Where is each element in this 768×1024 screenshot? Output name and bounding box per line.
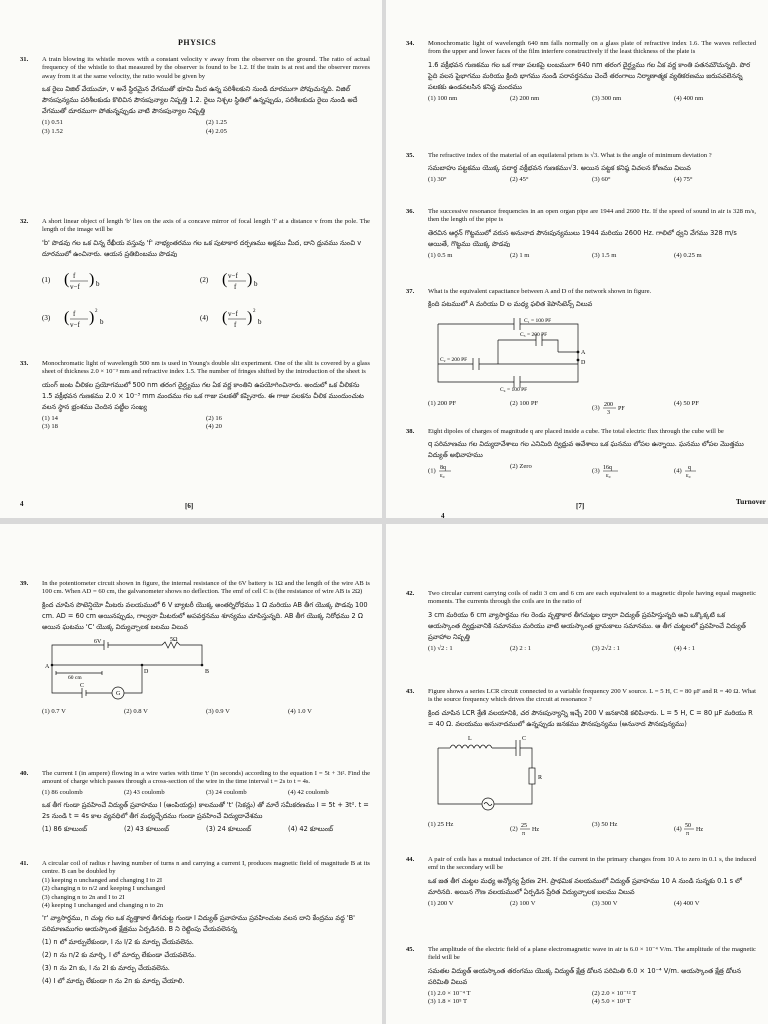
length-label: 60 cm xyxy=(68,674,82,681)
question-number: 43. xyxy=(406,688,415,695)
svg-text:ε₀: ε₀ xyxy=(606,473,611,480)
question-text-en: The current I (in ampere) flowing in a wire varies with time 't' (in seconds) according to the equation I = 5t + 3t². Find the amount of charge which passes through a cross-section of the wire in the time interval t = 2s to t = 4s. xyxy=(42,770,370,786)
option-3: (3) 1.52 xyxy=(42,127,63,135)
page-index: [6] xyxy=(185,502,194,510)
option-3: (3) 300 V xyxy=(592,899,618,907)
question-44 xyxy=(406,856,756,908)
options xyxy=(42,708,370,716)
page-number: 4 xyxy=(441,512,445,518)
question-text-te: క్రింద చూపిన LCR శ్రేణి వలయానికి, చర పౌనఃపున్యాన్ని ఇచ్చే 200 V జనకానికి కలిపినారు. L = 5 H, C = 80 μF మరియు R = 40 Ω. వలయము అనునాదములో ఉన్నప్పుడు జనకము పౌనఃపున్యము (అనునాద పౌనఃపున్యము) xyxy=(428,708,753,728)
options xyxy=(428,463,756,479)
svg-text:3: 3 xyxy=(607,409,611,416)
option-3: (3) 50 Hz xyxy=(592,821,618,829)
option-1: (1) 86 coulomb xyxy=(42,788,83,796)
question-number: 34. xyxy=(406,40,415,47)
option-4: (4) 42 coulomb xyxy=(288,788,329,796)
option-4: (4) 400 V xyxy=(674,899,700,907)
inductor-label: L xyxy=(468,735,472,742)
page-number: 4 xyxy=(20,500,24,508)
question-text-en: A train blowing its whistle moves with a constant velocity v away from the observer on the ground. The ratio of actual frequency of the whistle to that measured by the observer is found to be 1.2. If the train is at rest and the observer moves away from it at the same velocity, the ratio would be given by xyxy=(42,56,370,80)
fraction-num: v−f xyxy=(228,271,238,280)
options-formulas xyxy=(42,260,362,336)
question-text-te: 3 cm మరియు 6 cm వ్యాసార్థము గల రెండు వృత్తాకార తీగచుట్టల ద్వారా విద్యుత్ ప్రవహిస్తున్నది అవి ఒక్కొక్కటి ఒక అయస్కాంత ద్విధ్రువానికి సమానము మరియు వాటి అయస్కాంత భ్రామకాలు సమానము. ఆ తీగ చుట్టలలో ప్రవహించే విద్యుత్ ప్రవాహాల నిష్పత్తి xyxy=(428,610,746,641)
turnover-label: Turnover xyxy=(735,497,766,506)
question-number: 33. xyxy=(20,360,29,367)
cell-c-label: C xyxy=(80,682,85,689)
page-7 xyxy=(386,0,768,518)
svg-text:8q: 8q xyxy=(440,465,447,472)
question-43 xyxy=(406,688,756,837)
c1-label: C₁ = 100 PF xyxy=(524,318,552,325)
question-40 xyxy=(20,770,370,835)
paren-close: ) xyxy=(247,270,253,288)
option-2-te: (2) n ను n/2 కు మార్చి, I లో మార్పు లేకుండా చేయవలెను. xyxy=(42,951,197,960)
node-b-label: B xyxy=(205,668,210,675)
option-2: (2) 2 : 1 xyxy=(510,644,532,652)
sub-option-4: (4) keeping I unchanged and changing n to 2n xyxy=(42,902,164,910)
page-heading: PHYSICS xyxy=(178,38,217,47)
options xyxy=(428,645,756,653)
option-3-te: (3) 24 కూలుంబ్ xyxy=(206,825,252,834)
svg-text:200: 200 xyxy=(604,401,614,408)
page-6 xyxy=(0,0,382,518)
option-2: (2) xyxy=(200,275,209,284)
option-1: (1) √2 : 1 xyxy=(428,644,453,652)
question-45 xyxy=(406,946,756,1007)
sub-option-1: (1) keeping n unchanged and changing I to 2I xyxy=(42,876,163,884)
question-35 xyxy=(406,152,756,185)
question-number: 38. xyxy=(406,428,415,435)
question-text-en: Two circular current carrying coils of radii 3 cm and 6 cm are each equivalent to a magnetic dipole having equal magnetic moments. The currents through the coils are in the ratio of xyxy=(428,590,756,606)
question-number: 45. xyxy=(406,946,415,953)
option-2: (2) Zero xyxy=(510,463,532,471)
question-42 xyxy=(406,590,756,653)
question-text-te: క్రింది పటములో A మరియు D ల మధ్య ఫలిత కెపాసిటెన్స్ విలువ xyxy=(428,300,593,309)
node-d-label: D xyxy=(581,360,586,367)
option-3: (3) 16q ε₀ xyxy=(592,463,674,479)
question-33 xyxy=(20,360,370,432)
question-32 xyxy=(20,218,370,339)
capacitor-network-diagram xyxy=(428,314,618,392)
question-39 xyxy=(20,580,370,717)
option-1: (1) 2.0 × 10⁻⁴ T xyxy=(428,989,471,997)
fraction-den: v−f xyxy=(70,320,80,329)
option-3: (3) 60° xyxy=(592,176,611,184)
question-34 xyxy=(406,40,756,103)
formula-b: b xyxy=(254,279,258,288)
formula-b: b xyxy=(96,279,100,288)
question-text-en: What is the equivalent capacitance between A and D of the network shown in figure. xyxy=(428,288,652,295)
option-4: (4) 50 PF xyxy=(674,399,699,407)
formula-b: b xyxy=(258,317,262,326)
question-number: 42. xyxy=(406,590,415,597)
question-text-te: q పరిమాణము గల విద్యుదావేశాలు గల ఎనిమిది ద్విధ్రువ ఆవేశాలు ఒక ఘనము లోపల ఉన్నాయి. ఘనము లోపల మొత్తము విద్యుత్ అభివాహము xyxy=(428,440,744,460)
sub-option-2: (2) changing n to n/2 and keeping I unchanged xyxy=(42,885,166,893)
option-2: (2) 1.25 xyxy=(206,119,227,127)
option-3: (3) 2√2 : 1 xyxy=(592,644,620,652)
question-text-en: A circular coil of radius r having number of turns n and carrying a current I, produces magnetic field of magnitude B at its centre. B can be doubled by xyxy=(42,860,370,876)
question-text-te: 'b' పొడవు గల ఒక చిన్న రేఖీయ వస్తువు 'f' నాభ్యంతరము గల ఒక పుటాకార దర్పణము అక్షము మీద, దాని ధ్రువము నుంచి v దూరములో ఉంచినారు. ఆయన ప్రతిబింబము పొడవు xyxy=(42,238,362,258)
page-index: [7] xyxy=(576,502,585,510)
paren-open: ( xyxy=(64,270,70,288)
svg-text:π: π xyxy=(522,831,526,838)
question-number: 36. xyxy=(406,208,415,215)
option-1: (1) 0.5 m xyxy=(428,251,453,259)
c2-label: C₂ = 200 PF xyxy=(440,357,468,364)
question-text-en: Eight dipoles of charges of magnitude q are placed inside a cube. The total electric flux through the cube will be xyxy=(428,428,724,435)
c4-label: C₄ = 100 PF xyxy=(500,387,528,393)
sub-option-3: (3) changing n to 2n and I to 2I xyxy=(42,893,125,901)
question-31 xyxy=(20,56,370,136)
options xyxy=(428,400,756,416)
svg-text:ε₀: ε₀ xyxy=(440,473,445,480)
question-text-te: ఒక జత తీగ చుట్టల మధ్య అన్యోన్య ప్రేరణ 2H. ప్రాథమిక వలయములో విద్యుత్ ప్రవాహము 10 A నుండి సున్నకు 0.1 s లో మారినది. అయిన గౌణ వలయములో ఏర్పడిన ప్రేరిత విద్యుచ్చాలక బలము విలువ xyxy=(428,876,742,896)
battery-label: 6V xyxy=(94,638,102,645)
option-3: (3) 24 coulomb xyxy=(206,788,247,796)
option-3-te: (3) n ను 2n కు, I ను 2I కు మార్పు చేయవలెను. xyxy=(42,964,170,973)
fraction-den: f xyxy=(234,320,237,329)
exponent-2: 2 xyxy=(253,308,256,314)
question-text-te: 'r' వ్యాసార్థము, n చుట్ల గల ఒక వృత్తాకార తీగచుట్ట గుండా I విద్యుత్ ప్రవాహము ప్రవహించుట వలన దాని కేంద్రము వద్ద 'B' పరిమాణముగల అయస్కాంత క్షేత్రము ఏర్పడినది. B ని రెట్టింపు చేయవలెనన్న xyxy=(42,914,355,934)
svg-text:16q: 16q xyxy=(603,465,613,472)
option-1-te: (1) n లో మార్పులేకుండా, I ను I/2 కు మార్పు చేయవలెను. xyxy=(42,938,194,947)
options xyxy=(42,119,370,136)
options xyxy=(428,95,756,103)
option-1: (1) 0.51 xyxy=(42,119,63,127)
question-text-en: A short linear object of length 'b' lies on the axis of a concave mirror of focal length 'f' at a distance v from the pole. The length of the image will be xyxy=(42,218,370,234)
potentiometer-circuit-diagram xyxy=(42,637,212,701)
svg-text:50: 50 xyxy=(685,823,692,830)
option-3: (3) 1.8 × 10⁵ T xyxy=(428,998,468,1006)
node-d-label: D xyxy=(144,668,149,675)
option-4: (4) 20 xyxy=(206,423,222,431)
options xyxy=(428,252,756,260)
option-4-te: (4) 42 కూలుంబ్ xyxy=(288,825,334,834)
resistor-label: R xyxy=(538,774,543,781)
fraction-200-3 xyxy=(601,400,641,416)
option-2: (2) 45° xyxy=(510,176,529,184)
option-4: (4) 0.25 m xyxy=(674,251,702,259)
svg-text:PF: PF xyxy=(618,405,626,412)
question-number: 37. xyxy=(406,288,415,295)
question-text-te: 1.6 వక్రీభవన గుణకము గల ఒక గాజు పలకపై లంబముగా 640 nm తరంగ దైర్ఘ్యము గల ఏక వర్ణ కాంతి పతనమౌచున్నది. పొర పైది వలన పైభాగము మరియు క్రింది భాగము నుండి పరావర్తనము చెందే తరంగాలు నిర్మాణాత్మక వ్యతికరణము జరుపవలెనన్న పలకకు ఉండవలసిన కనిష్ఠ మందము xyxy=(428,60,751,91)
option-4: (4) 5.0 × 10³ T xyxy=(592,998,631,1006)
question-text-te: ఒక తీగ గుండా ప్రవహించే విద్యుత్ ప్రవాహము I (ఆంపియర్లు) కాలముతో 't' (సెకన్లు) తో మారే సమీకరణము I = 5t + 3t². t = 2s నుండి t = 4s కాల వ్యవధిలో తీగ మధ్యచ్ఛేదము గుండా ప్రవహించే విద్యుదావేశము xyxy=(42,801,369,821)
options-en xyxy=(42,789,370,797)
question-number: 44. xyxy=(406,856,415,863)
paren-close: ) xyxy=(89,270,95,288)
options xyxy=(42,415,370,432)
option-1: (1) 100 nm xyxy=(428,94,458,102)
option-3: (3) 18 xyxy=(42,423,58,431)
resistor-label: 5Ω xyxy=(170,636,178,643)
option-3: (3) 200 3 PF xyxy=(592,400,674,416)
node-a-label: A xyxy=(45,663,50,670)
option-1: (1) 14 xyxy=(42,414,58,422)
question-37 xyxy=(406,288,756,416)
fraction-50-pi xyxy=(683,821,715,837)
option-1: (1) 200 V xyxy=(428,899,454,907)
question-text-te: సమబాహు పట్టకము యొక్క పదార్థ వక్రీభవన గుణకము√3. అయిన పట్టక కనిష్ఠ విచలన కోణము విలువ xyxy=(428,164,691,173)
svg-text:Hz: Hz xyxy=(696,827,704,834)
option-2: (2) 2.0 × 10⁻¹² T xyxy=(592,989,637,997)
options xyxy=(428,176,756,184)
option-4: (4) q ε₀ xyxy=(674,463,756,479)
paren-open: ( xyxy=(222,270,228,288)
paren-close: ) xyxy=(89,308,95,326)
svg-text:ε₀: ε₀ xyxy=(686,473,691,480)
question-text-te: యంగ్ జంట చీలికల ప్రయోగములో 500 nm తరంగ దైర్ఘ్యము గల ఏక వర్ణ కాంతిని ఉపయోగించినారు. అందులో ఒక చీలికను 1.5 వక్రీభవన గుణకము 2.0 × 10⁻³ mm మందము గల ఒక గాజు పలకతో కప్పినారు. ఈ గాజు పలకను చీలిక ముందుంచుట వలన స్థాన భ్రంశము చెందిన పట్టీల సంఖ్య xyxy=(42,380,364,411)
question-number: 40. xyxy=(20,770,29,777)
question-number: 41. xyxy=(20,860,29,867)
options xyxy=(428,900,756,908)
option-4: (4) 2.05 xyxy=(206,127,227,135)
fraction-16q-eps0 xyxy=(601,463,623,479)
option-4: (4) 4 : 1 xyxy=(674,644,696,652)
option-3: (3) 1.5 m xyxy=(592,251,617,259)
node-a-label: A xyxy=(581,350,586,357)
option-1: (1) 8q ε₀ xyxy=(428,463,510,479)
fraction-num: v−f xyxy=(228,309,238,318)
option-4: (4) 1.0 V xyxy=(288,708,312,716)
option-1: (1) 25 Hz xyxy=(428,821,454,829)
svg-text:q: q xyxy=(688,465,692,472)
fraction-q-eps0 xyxy=(683,463,705,479)
option-2: (2) 43 coulomb xyxy=(124,788,165,796)
option-3: (3) 300 nm xyxy=(592,94,622,102)
option-2: (2) 0.8 V xyxy=(124,708,148,716)
question-number: 39. xyxy=(20,580,29,587)
option-2: (2) 100 PF xyxy=(510,399,539,407)
paren-close: ) xyxy=(247,308,253,326)
svg-text:π: π xyxy=(686,831,690,838)
c3-label: C₃ = 200 PF xyxy=(520,332,548,339)
option-4: (4) 75° xyxy=(674,176,693,184)
question-text-en: The amplitude of the electric field of a plane electromagnetic wave in air is 6.0 × 10⁻⁴ V/m. The amplitude of the magnetic field will be xyxy=(428,946,756,962)
question-number: 32. xyxy=(20,218,29,225)
fraction-num: f xyxy=(73,271,76,280)
option-2: (2) 16 xyxy=(206,414,222,422)
question-text-en: The refractive index of the material of an equilateral prism is √3. What is the angle of minimum deviation ? xyxy=(428,152,712,159)
option-4-te: (4) I లో మార్పు లేకుండా n ను 2n కు మార్పు చేయాలి. xyxy=(42,977,185,986)
question-number: 31. xyxy=(20,56,29,63)
question-text-te: క్రింద చూపిన పొటెన్షియో మీటరు వలయములో 6 V బ్యాటరీ యొక్క అంతర్నిరోధము 1 Ω మరియు AB తీగ యొక్క పొడవు 100 cm. AD = 60 cm అయినప్పుడు, గాల్వనా మీటరులో అపవర్తనము శూన్యము చూపిస్తున్నది. AB తీగ యొక్క నిరోధము 2 Ω అయిన ఘటము 'C' యొక్క విద్యుచ్చాలక బలము విలువ xyxy=(42,600,368,631)
option-2: (2) 100 V xyxy=(510,899,536,907)
question-number: 35. xyxy=(406,152,415,159)
fraction-den: f xyxy=(234,282,237,291)
option-2-te: (2) 43 కూలుంబ్ xyxy=(124,825,170,834)
question-text-en: Monochromatic light of wavelength 500 nm is used in Young's double slit experiment. One of the slit is covered by a glass sheet of thickness 2.0 × 10⁻³ mm and refractive index 1.5. The number of fringes shifted by the introduction of the sheet is xyxy=(42,360,370,376)
fraction-8q-eps0 xyxy=(437,463,459,479)
exponent-2: 2 xyxy=(95,308,98,314)
page-8 xyxy=(0,524,382,1024)
fraction-den: v−f xyxy=(70,282,80,291)
option-4: (4) 50 π Hz xyxy=(674,821,756,837)
options xyxy=(428,990,756,1007)
question-text-te: ఒక రైలు విజిల్ వేయుచూ, v అనే స్థిరమైన వేగముతో భూమి మీద ఉన్న పరిశీలకుని నుండి దూరముగా పోవుచున్నది. విజిల్ పౌనఃపున్యము పరిశీలకుడు కొలిచిన పౌనఃపున్యాల నిష్పత్తి 1.2. రైలు నిశ్చల స్థితిలో ఉన్నప్పుడు, పరిశీలకుడు రైలు నుండి అదే వేగముతో దూరముగా పోతున్నప్పుడు వాటి పౌనఃపున్యాల నిష్పత్తి xyxy=(42,85,358,116)
paren-open: ( xyxy=(222,308,228,326)
question-41 xyxy=(20,860,370,987)
option-2: (2) 1 m xyxy=(510,251,530,259)
question-text-en: The successive resonance frequencies in an open organ pipe are 1944 and 2600 Hz. If the speed of sound in air is 328 m/s, then the length of the pipe is xyxy=(428,208,756,224)
option-1: (1) xyxy=(42,275,51,284)
question-text-te: తెరచిన ఆర్గన్ గొట్టములో వరుస అనునాద పౌనఃపున్యములు 1944 మరియు 2600 Hz. గాలిలో ధ్వని వేగము 328 m/s అయితే, గొట్టము యొక్క పొడవు xyxy=(428,228,737,248)
option-3: (3) xyxy=(42,313,51,322)
question-text-en: A pair of coils has a mutual inductance of 2H. If the current in the primary changes from 10 A to zero in 0.1 s, the induced emf in the secondary will be xyxy=(428,856,756,872)
sub-options-en xyxy=(42,877,370,911)
option-1-te: (1) 86 కూలుంబ్ xyxy=(42,825,88,834)
question-text-en: Monochromatic light of wavelength 640 nm falls normally on a glass plate of refractive index 1.6. The waves reflected from the upper and lower faces of the film interfere constructively if the least thickness of the plate is xyxy=(428,40,756,56)
lcr-circuit-diagram xyxy=(428,734,558,814)
options-te xyxy=(42,824,370,835)
option-2: (2) 200 nm xyxy=(510,94,540,102)
option-2: (2) 25 π Hz xyxy=(510,821,592,837)
formula-b: b xyxy=(100,317,104,326)
option-3: (3) 0.9 V xyxy=(206,708,230,716)
question-38 xyxy=(406,428,756,479)
option-1: (1) 0.7 V xyxy=(42,708,66,716)
question-text-en: In the potentiometer circuit shown in figure, the internal resistance of the 6V battery is 1Ω and the length of the wire AB is 100 cm. When AD = 60 cm, the galvanometer shows no deflection. The emf of cell C is (the resistance of wire AB is 2Ω) xyxy=(42,580,370,596)
question-36 xyxy=(406,208,756,260)
galvanometer-g: G xyxy=(116,690,121,697)
fraction-25-pi xyxy=(519,821,551,837)
paren-open: ( xyxy=(64,308,70,326)
option-1: (1) 200 PF xyxy=(428,399,457,407)
svg-text:25: 25 xyxy=(521,823,528,830)
question-text-en: Figure shows a series LCR circuit connected to a variable frequency 200 V source. L = 5 H, C = 80 μF and R = 40 Ω. What is the source frequency which drives the circuit at resonance ? xyxy=(428,688,756,704)
option-4: (4) 400 nm xyxy=(674,94,704,102)
options xyxy=(428,821,756,837)
question-text-te: సమతల విద్యుత్ అయస్కాంత తరంగము యొక్క విద్యుత్ క్షేత్ర డోలన పరిమితి 6.0 × 10⁻⁴ V/m. అయస్కాంత క్షేత్ర డోలన పరిమితి విలువ xyxy=(428,966,742,986)
svg-text:Hz: Hz xyxy=(532,827,540,834)
option-4: (4) xyxy=(200,313,209,322)
capacitor-label: C xyxy=(522,735,527,742)
option-1: (1) 30° xyxy=(428,176,447,184)
page-9 xyxy=(386,524,768,1024)
fraction-num: f xyxy=(73,309,76,318)
